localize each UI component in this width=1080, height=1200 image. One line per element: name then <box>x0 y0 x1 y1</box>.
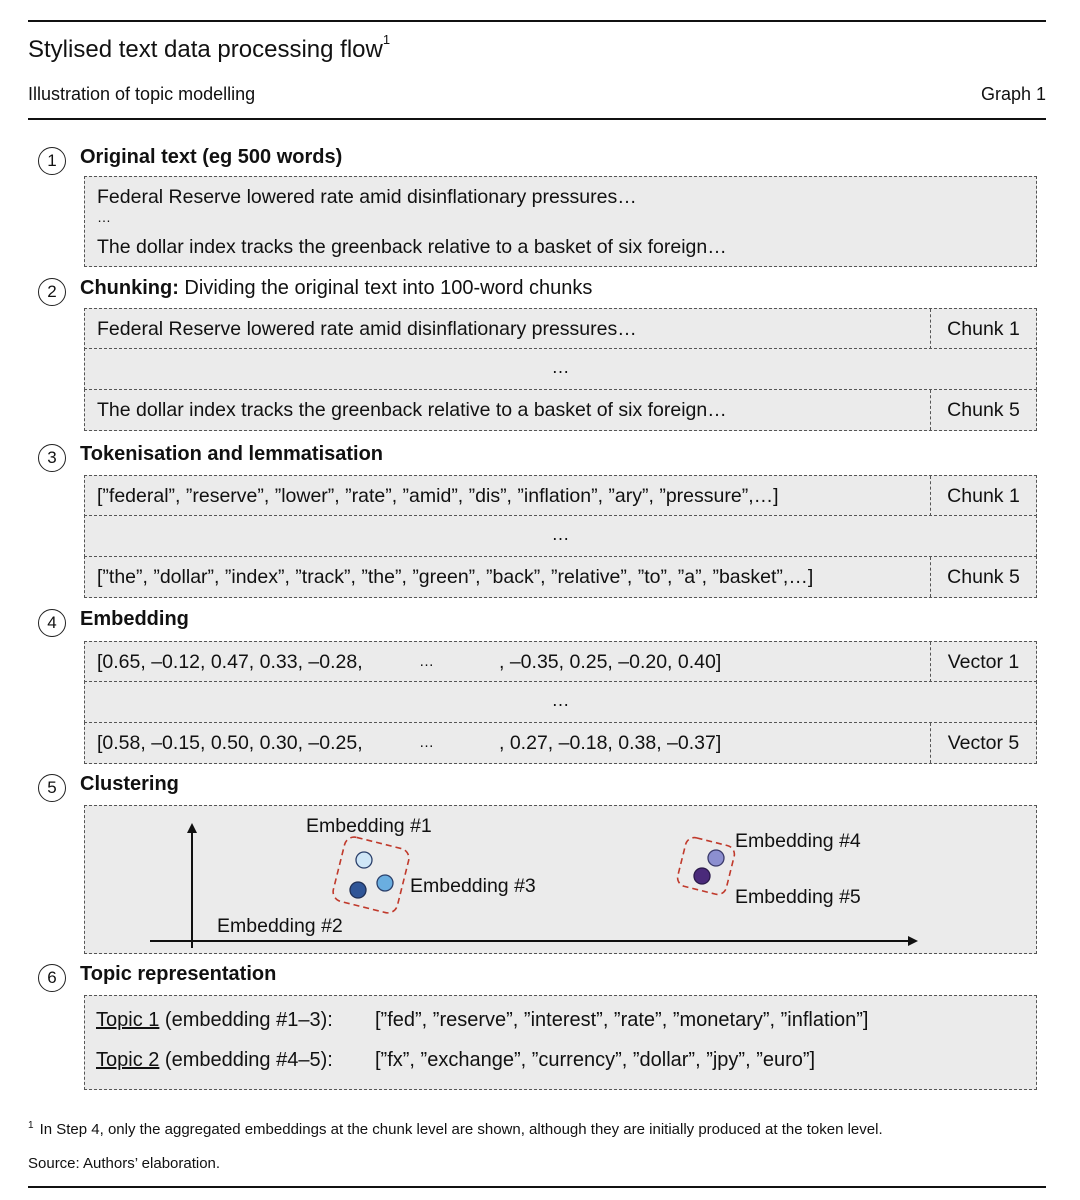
cluster-1-boundary <box>330 834 410 914</box>
step-3-title: Tokenisation and lemmatisation <box>80 443 384 465</box>
embedding-2-point <box>350 882 366 898</box>
embedding-4-point <box>708 850 724 866</box>
footnote: $^1$ In Step 4, only the aggregated embeddings at the chunk level are shown, although they are initially produced at the token level. <box>28 1120 883 1138</box>
topic-range: (embedding #1–3): <box>159 1009 333 1031</box>
topic-row <box>96 1009 869 1032</box>
topic-name: Topic 2 <box>96 1049 160 1071</box>
topic-name: Topic 1 <box>96 1009 160 1031</box>
chunk-row <box>84 389 1037 431</box>
token-text: [”the”, ”dollar”, ”index”, ”track”, ”the”, ”green”, ”back”, ”relative”, ”to”, ”a”, ”basket”,…] <box>97 566 814 588</box>
original-text-box <box>84 176 1037 267</box>
step-4-number: 4 <box>38 609 66 637</box>
original-text-ellipsis: … <box>97 209 111 225</box>
token-ellipsis-row <box>84 515 1037 557</box>
topic-row <box>96 1049 816 1072</box>
vector-values-left: [0.58, –0.15, 0.50, 0.30, –0.25, <box>97 732 363 754</box>
original-text-line: The dollar index tracks the greenback relative to a basket of six foreign… <box>97 236 727 258</box>
graph-label: Graph 1 <box>980 84 1046 104</box>
chunk-ellipsis: … <box>551 357 570 377</box>
vector-values-left: [0.65, –0.12, 0.47, 0.33, –0.28, <box>97 651 363 673</box>
step-5-number: 5 <box>38 774 66 802</box>
topic-range: (embedding #4–5): <box>159 1049 333 1071</box>
step-3-number: 3 <box>38 444 66 472</box>
step-4-title: Embedding <box>80 608 189 630</box>
vector-label: Vector 5 <box>930 723 1036 763</box>
source-note: Source: Authors’ elaboration. <box>28 1155 221 1172</box>
vector-values-ellipsis: … <box>419 653 434 670</box>
top-rule <box>28 20 1046 22</box>
token-chunk-label: Chunk 5 <box>930 557 1036 597</box>
vector-ellipsis-row <box>84 681 1037 723</box>
figure-title: Stylised text data processing flow$^1$ <box>28 32 391 63</box>
embedding-1-point <box>356 852 372 868</box>
vector-row <box>84 641 1037 683</box>
vector-ellipsis: … <box>551 690 570 710</box>
token-ellipsis: … <box>551 524 570 544</box>
chunk-label: Chunk 5 <box>930 390 1036 430</box>
embedding-1-label: Embedding #1 <box>305 814 432 837</box>
cluster-2-boundary <box>675 835 736 896</box>
token-chunk-label: Chunk 1 <box>930 476 1036 516</box>
step-6-title: Topic representation <box>80 963 277 985</box>
token-row <box>84 556 1037 598</box>
vector-values-ellipsis: … <box>419 734 434 751</box>
step-1-number: 1 <box>38 147 66 175</box>
original-text-line: Federal Reserve lowered rate amid disinflationary pressures… <box>97 186 637 208</box>
embedding-5-point <box>694 868 710 884</box>
chunk-ellipsis-row <box>84 348 1037 390</box>
clustering-plot <box>84 805 1037 954</box>
embedding-2-label: Embedding #2 <box>216 914 343 937</box>
chunk-text: The dollar index tracks the greenback relative to a basket of six foreign… <box>97 399 727 421</box>
clustering-panel <box>84 805 1037 954</box>
embedding-3-label: Embedding #3 <box>409 874 536 897</box>
vector-label: Vector 1 <box>930 642 1036 682</box>
step-1-title: Original text (eg 500 words) <box>80 146 343 168</box>
chunk-label: Chunk 1 <box>930 309 1036 349</box>
vector-values-right: , 0.27, –0.18, 0.38, –0.37] <box>499 732 722 754</box>
bottom-rule <box>28 1186 1046 1188</box>
step-2-number: 2 <box>38 278 66 306</box>
figure-subtitle: Illustration of topic modelling <box>28 84 256 104</box>
header-rule <box>28 118 1046 120</box>
vector-row <box>84 722 1037 764</box>
chunk-text: Federal Reserve lowered rate amid disinflationary pressures… <box>97 318 637 340</box>
vector-values-right: , –0.35, 0.25, –0.20, 0.40] <box>499 651 722 673</box>
token-text: [”federal”, ”reserve”, ”lower”, ”rate”, ”amid”, ”dis”, ”inflation”, ”ary”, ”pressure”,…] <box>97 485 779 507</box>
token-row <box>84 475 1037 517</box>
step-6-number: 6 <box>38 964 66 992</box>
chunk-row <box>84 308 1037 350</box>
embedding-5-label: Embedding #5 <box>734 885 861 908</box>
embedding-4-label: Embedding #4 <box>734 829 861 852</box>
topic-keywords: [”fed”, ”reserve”, ”interest”, ”rate”, ”monetary”, ”inflation”] <box>375 1009 869 1031</box>
step-5-title: Clustering <box>80 773 179 795</box>
topic-keywords: [”fx”, ”exchange”, ”currency”, ”dollar”, ”jpy”, ”euro”] <box>375 1049 816 1071</box>
step-2-title: Chunking: Dividing the original text into 100-word chunks <box>80 277 593 299</box>
embedding-3-point <box>377 875 393 891</box>
